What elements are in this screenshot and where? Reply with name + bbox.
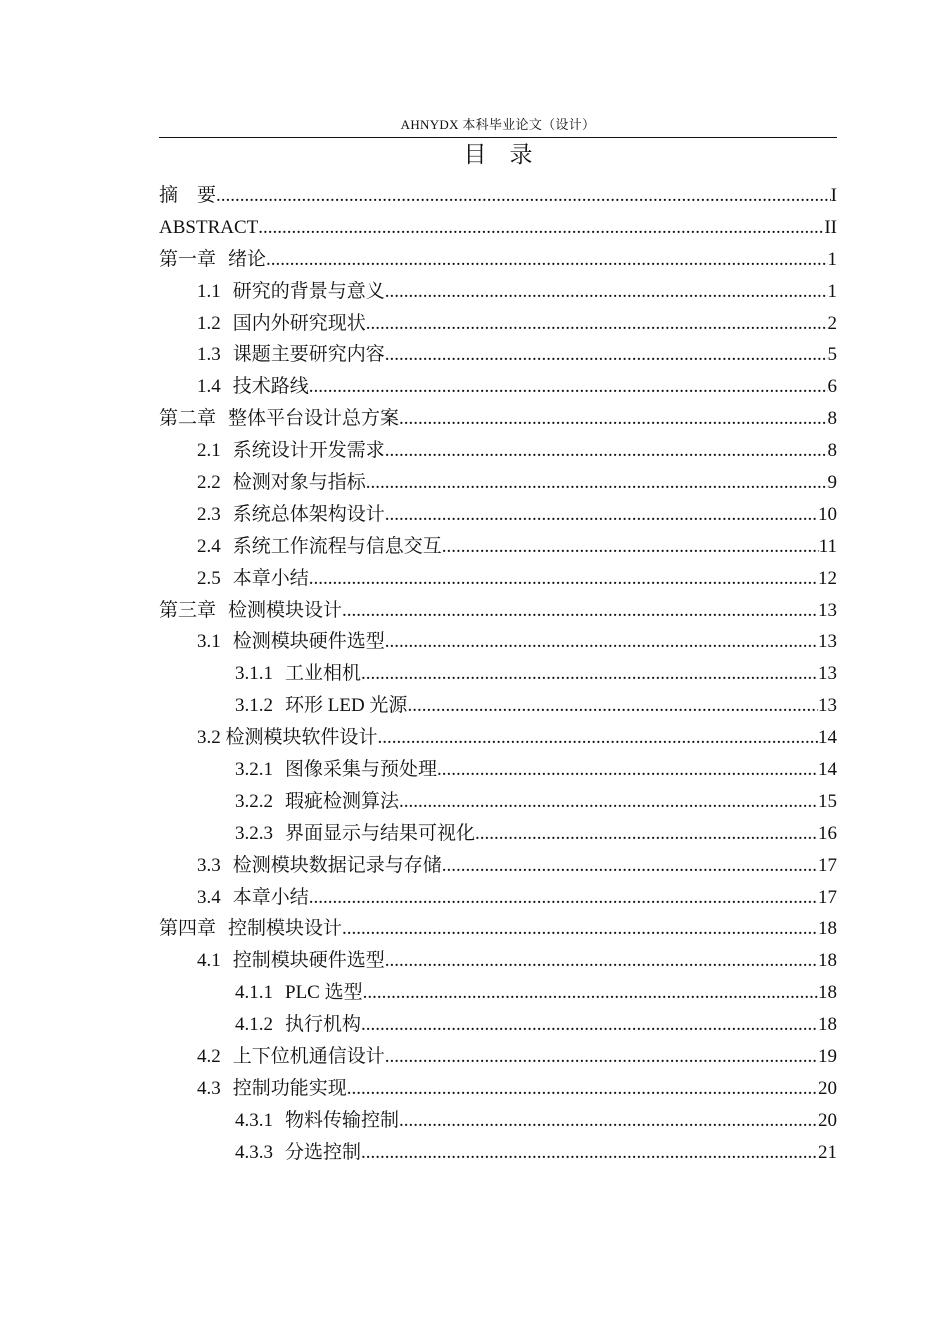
- toc-entry-page-number: 13: [818, 695, 837, 717]
- toc-entry-text: [159, 212, 258, 244]
- toc-entry[interactable]: [159, 1105, 837, 1137]
- toc-entry-text: [159, 244, 266, 276]
- toc-entry[interactable]: [159, 1137, 837, 1169]
- toc-entry-page-number: 14: [818, 759, 837, 781]
- dot-leader: [309, 882, 818, 914]
- toc-entry-number: 2.2: [197, 472, 221, 494]
- toc-entry-text: [197, 339, 385, 371]
- toc-entry-page-number: 17: [818, 886, 837, 908]
- toc-entry-page-number: II: [824, 216, 837, 238]
- dot-leader: [385, 276, 828, 308]
- toc-entry-number: 4.1: [197, 950, 221, 972]
- toc-entry-title: 课题主要研究内容: [232, 344, 385, 366]
- dot-leader: [407, 690, 818, 722]
- toc-entry-number: 3.2.2: [235, 790, 273, 812]
- toc-entry-title: 摘 要: [159, 185, 217, 206]
- toc-entry-number: 4.3.3: [235, 1141, 273, 1163]
- toc-entry[interactable]: [159, 754, 837, 786]
- toc-entry[interactable]: [159, 403, 837, 435]
- toc-entry-number: 3.4: [197, 886, 221, 908]
- toc-entry-title: 上下位机通信设计: [232, 1046, 385, 1068]
- toc-entry[interactable]: [159, 945, 837, 977]
- toc-entry-title: 控制模块设计: [228, 918, 343, 940]
- toc-entry-page-number: 20: [818, 1109, 837, 1131]
- dot-leader: [385, 339, 828, 371]
- toc-entry-text: [197, 1041, 385, 1073]
- toc-entry-number: 3.2.1: [235, 759, 273, 781]
- toc-entry-page-number: 11: [818, 535, 837, 557]
- toc-entry[interactable]: [159, 244, 837, 276]
- dot-leader: [385, 626, 818, 658]
- toc-entry-title: 技术路线: [232, 376, 309, 398]
- toc-entry-page-number: 13: [818, 599, 837, 621]
- dot-leader: [399, 403, 827, 435]
- toc-entry-text: [197, 467, 366, 499]
- toc-entry-text: [197, 276, 385, 308]
- dot-leader: [216, 180, 831, 212]
- dot-leader: [378, 722, 818, 754]
- toc-entry-text: [197, 563, 309, 595]
- dot-leader: [361, 1137, 818, 1169]
- toc-entry-text: [235, 1009, 361, 1041]
- toc-entry-text: [197, 850, 442, 882]
- dot-leader: [342, 595, 818, 627]
- toc-entry[interactable]: [159, 690, 837, 722]
- toc-entry[interactable]: [159, 1073, 837, 1105]
- toc-entry-title: PLC 选型: [285, 982, 363, 1004]
- toc-entry-text: [235, 818, 475, 850]
- dot-leader: [385, 435, 828, 467]
- toc-entry-number: 1.4: [197, 376, 221, 398]
- toc-entry-page-number: 5: [827, 344, 837, 366]
- toc-entry[interactable]: [159, 850, 837, 882]
- dot-leader: [347, 1073, 818, 1105]
- toc-entry-number: 2.3: [197, 503, 221, 525]
- toc-entry-page-number: 19: [818, 1046, 837, 1068]
- toc-entry-page-number: 1: [827, 248, 837, 270]
- toc-entry-title: 控制功能实现: [232, 1077, 347, 1099]
- toc-entry-page-number: 13: [818, 631, 837, 653]
- toc-entry[interactable]: [159, 499, 837, 531]
- dot-leader: [342, 913, 818, 945]
- toc-entry-page-number: 18: [818, 918, 837, 940]
- toc-entry-title: 检测模块设计: [228, 599, 343, 621]
- toc-entry-title: 环形 LED 光源: [285, 695, 408, 717]
- dot-leader: [361, 658, 818, 690]
- toc-entry-text: [197, 722, 378, 754]
- toc-entry[interactable]: [159, 722, 837, 754]
- dot-leader: [442, 850, 818, 882]
- dot-leader: [475, 818, 818, 850]
- toc-entry-page-number: 21: [818, 1141, 837, 1163]
- toc-entry[interactable]: [159, 977, 837, 1009]
- toc-entry-number: 4.3.1: [235, 1109, 273, 1131]
- toc-entry-page-number: 18: [818, 982, 837, 1004]
- toc-entry-number: 3.1: [197, 631, 221, 653]
- toc-entry-title: 分选控制: [285, 1141, 362, 1163]
- toc-entry-text: [235, 1137, 361, 1169]
- toc-entry-page-number: 20: [818, 1077, 837, 1099]
- toc-entry-number: 4.2: [197, 1046, 221, 1068]
- toc-entry-page-number: 15: [818, 790, 837, 812]
- toc-entry-title: ABSTRACT: [159, 216, 259, 238]
- toc-entry[interactable]: [159, 563, 837, 595]
- toc-entry[interactable]: [159, 531, 837, 563]
- toc-entry-text: [235, 1105, 399, 1137]
- dot-leader: [309, 563, 818, 595]
- page-title: 目 录: [463, 142, 533, 167]
- toc-entry-title: 系统工作流程与信息交互: [232, 535, 442, 557]
- toc-entry-text: [197, 1073, 347, 1105]
- toc-entry-text: [159, 595, 342, 627]
- toc-entry-title: 控制模块硬件选型: [232, 950, 385, 972]
- toc-entry-title: 研究的背景与意义: [232, 280, 385, 302]
- toc-entry-text: [235, 690, 407, 722]
- toc-entry-number: 1.2: [197, 312, 221, 334]
- toc-entry[interactable]: [159, 818, 837, 850]
- toc-entry-title: 图像采集与预处理: [285, 759, 438, 781]
- toc-entry-text: [197, 945, 385, 977]
- toc-entry-title: 检测模块硬件选型: [232, 631, 385, 653]
- running-header: AHNYDX 本科毕业论文（设计）: [400, 117, 596, 132]
- table-of-contents: [159, 180, 837, 1169]
- dot-leader: [442, 531, 819, 563]
- toc-entry-title: 物料传输控制: [285, 1109, 400, 1131]
- toc-entry-title: 系统设计开发需求: [232, 440, 385, 462]
- toc-entry-title: 执行机构: [285, 1014, 362, 1036]
- toc-entry[interactable]: [159, 180, 837, 212]
- dot-leader: [266, 244, 827, 276]
- toc-entry[interactable]: [159, 467, 837, 499]
- toc-entry[interactable]: [159, 658, 837, 690]
- toc-entry[interactable]: [159, 276, 837, 308]
- toc-entry-number: 第四章: [159, 918, 217, 940]
- toc-entry[interactable]: [159, 786, 837, 818]
- toc-entry-text: [197, 499, 385, 531]
- toc-entry-text: [197, 371, 309, 403]
- toc-entry-number: 3.2.3: [235, 822, 273, 844]
- toc-entry-number: 2.1: [197, 440, 221, 462]
- toc-entry-title: 本章小结: [232, 567, 309, 589]
- toc-entry-title: 工业相机: [285, 663, 362, 685]
- toc-entry-page-number: 8: [827, 440, 837, 462]
- toc-entry-title: 本章小结: [232, 886, 309, 908]
- dot-leader: [363, 977, 818, 1009]
- toc-entry-text: [197, 626, 385, 658]
- toc-entry[interactable]: [159, 913, 837, 945]
- toc-entry-number: 3.3: [197, 854, 221, 876]
- toc-entry-page-number: 8: [827, 408, 837, 430]
- toc-entry-page-number: 18: [818, 1014, 837, 1036]
- toc-entry[interactable]: [159, 339, 837, 371]
- header-divider: [159, 137, 837, 138]
- toc-entry-title: 系统总体架构设计: [232, 503, 385, 525]
- toc-entry[interactable]: [159, 595, 837, 627]
- dot-leader: [437, 754, 818, 786]
- toc-entry-number: 1.3: [197, 344, 221, 366]
- toc-entry-text: [159, 403, 399, 435]
- toc-entry-title: 检测对象与指标: [232, 472, 366, 494]
- toc-entry-page-number: 6: [827, 376, 837, 398]
- toc-entry-page-number: 17: [818, 854, 837, 876]
- toc-entry-number: 1.1: [197, 280, 221, 302]
- toc-entry-text: [235, 786, 399, 818]
- toc-entry-page-number: 14: [818, 727, 837, 749]
- dot-leader: [385, 499, 818, 531]
- toc-entry-title: 绪论: [228, 248, 267, 270]
- toc-entry-text: [197, 308, 366, 340]
- toc-entry-title: 检测模块数据记录与存储: [232, 854, 442, 876]
- toc-entry-title: 3.2 检测模块软件设计: [197, 727, 378, 749]
- toc-entry[interactable]: [159, 882, 837, 914]
- toc-entry-page-number: 2: [827, 312, 837, 334]
- toc-entry-page-number: 18: [818, 950, 837, 972]
- toc-entry-number: 4.1.2: [235, 1014, 273, 1036]
- toc-entry-text: [235, 658, 361, 690]
- dot-leader: [361, 1009, 818, 1041]
- toc-entry-page-number: 12: [818, 567, 837, 589]
- dot-leader: [309, 371, 828, 403]
- toc-entry-number: 4.1.1: [235, 982, 273, 1004]
- dot-leader: [366, 308, 828, 340]
- toc-entry[interactable]: [159, 435, 837, 467]
- toc-entry-text: [197, 435, 385, 467]
- toc-entry-page-number: 9: [827, 472, 837, 494]
- toc-entry[interactable]: [159, 626, 837, 658]
- toc-entry-number: 4.3: [197, 1077, 221, 1099]
- toc-entry-text: [235, 754, 437, 786]
- toc-entry-number: 第二章: [159, 408, 217, 430]
- toc-entry-text: [197, 531, 442, 563]
- toc-entry-number: 3.1.1: [235, 663, 273, 685]
- toc-entry-page-number: 13: [818, 663, 837, 685]
- toc-entry-number: 第三章: [159, 599, 217, 621]
- toc-entry-page-number: 10: [818, 503, 837, 525]
- dot-leader: [385, 945, 818, 977]
- toc-entry[interactable]: [159, 308, 837, 340]
- toc-entry-title: 国内外研究现状: [232, 312, 366, 334]
- dot-leader: [258, 212, 824, 244]
- toc-entry-page-number: 1: [827, 280, 837, 302]
- toc-entry-text: [159, 913, 342, 945]
- toc-entry[interactable]: [159, 1041, 837, 1073]
- toc-entry-number: 3.1.2: [235, 695, 273, 717]
- toc-entry-title: 瑕疵检测算法: [285, 790, 400, 812]
- toc-entry[interactable]: [159, 212, 837, 244]
- dot-leader: [399, 1105, 818, 1137]
- toc-entry-number: 2.4: [197, 535, 221, 557]
- toc-entry-text: [235, 977, 363, 1009]
- dot-leader: [366, 467, 828, 499]
- toc-entry[interactable]: [159, 371, 837, 403]
- dot-leader: [385, 1041, 818, 1073]
- toc-entry-text: [197, 882, 309, 914]
- toc-entry-title: 整体平台设计总方案: [228, 408, 400, 430]
- toc-entry-page-number: I: [830, 185, 837, 206]
- toc-entry-page-number: 16: [818, 822, 837, 844]
- toc-entry-title: 界面显示与结果可视化: [285, 822, 476, 844]
- toc-entry-text: [159, 180, 216, 212]
- toc-entry-number: 第一章: [159, 248, 217, 270]
- toc-entry-number: 2.5: [197, 567, 221, 589]
- dot-leader: [399, 786, 818, 818]
- toc-entry[interactable]: [159, 1009, 837, 1041]
